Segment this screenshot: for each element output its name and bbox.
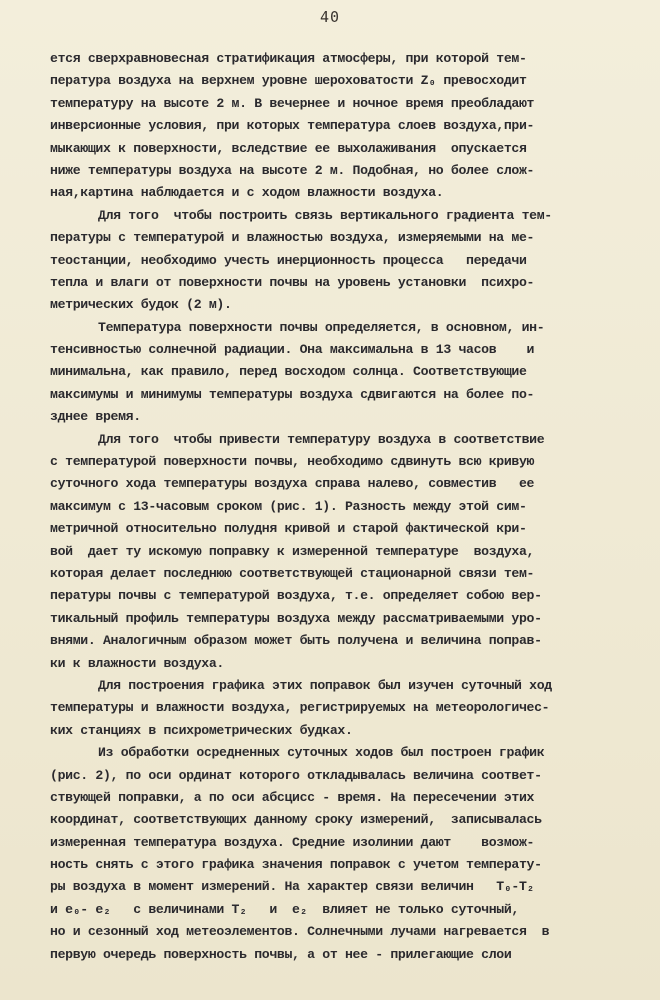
text-line: ность снять с этого графика значения поправок с учетом температу- bbox=[50, 857, 542, 873]
body-text bbox=[50, 48, 628, 966]
text-line: мыкающих к поверхности, вследствие ее выхолаживания опускается bbox=[50, 140, 527, 156]
text-line: измеренная температура воздуха. Средние изолинии дают возмож- bbox=[50, 834, 535, 850]
text-line: ется сверхравновесная стратификация атмосферы, при которой тем- bbox=[50, 51, 527, 66]
text-line: ки к влажности воздуха. bbox=[50, 655, 224, 671]
text-line: минимальна, как правило, перед восходом солнца. Соответствующие bbox=[50, 364, 527, 380]
text-line: но и сезонный ход метеоэлементов. Солнечными лучами нагревается в bbox=[50, 924, 550, 940]
text-line: инверсионные условия, при которых температура слоев воздуха,при- bbox=[50, 118, 535, 134]
paragraph-start-line: Для построения графика этих поправок был изучен суточный ход bbox=[98, 677, 552, 693]
text-line: метричной относительно полудня кривой и старой фактической кри- bbox=[50, 521, 527, 537]
text-line: температуры и влажности воздуха, регистрируемых на метеорологичес- bbox=[50, 700, 550, 716]
text-line: ная,картина наблюдается и с ходом влажности воздуха. bbox=[50, 185, 444, 201]
text-line: координат, соответствующих данному сроку измерений, записывалась bbox=[50, 812, 542, 828]
text-line: и e₀- e₂ с величинами T₂ и e₂ влияет не только суточный, bbox=[50, 901, 519, 917]
text-line: с температурой поверхности почвы, необходимо сдвинуть всю кривую bbox=[50, 454, 535, 470]
text-line: метрических будок (2 м). bbox=[50, 297, 232, 313]
text-line: ствующей поправки, а по оси абсцисс - время. На пересечении этих bbox=[50, 789, 535, 805]
paragraph-start-line: Для того чтобы привести температуру воздуха в соответствие bbox=[98, 431, 545, 447]
text-line: суточного хода температуры воздуха справа налево, совместив ее bbox=[50, 476, 535, 492]
text-line: которая делает последнюю соответствующей стационарной связи тем- bbox=[50, 565, 535, 581]
text-line: первую очередь поверхность почвы, а от нее - прилегающие слои bbox=[50, 946, 512, 962]
text-line: ры воздуха в момент измерений. На характер связи величин T₀-T₂ bbox=[50, 879, 535, 895]
page-number: 40 bbox=[319, 8, 341, 26]
text-line: максимум с 13-часовым сроком (рис. 1). Разность между этой сим- bbox=[50, 498, 527, 514]
text-line: пературы с температурой и влажностью воздуха, измеряемыми на ме- bbox=[50, 230, 535, 246]
paragraph-start-line: Температура поверхности почвы определяется, в основном, ин- bbox=[98, 319, 545, 335]
text-line: зднее время. bbox=[50, 409, 141, 425]
text-line: ких станциях в психрометрических будках. bbox=[50, 722, 353, 738]
paragraph-start-line: Из обработки осредненных суточных ходов был построен график bbox=[98, 745, 545, 761]
text-line: температуру на высоте 2 м. В вечернее и ночное время преобладают bbox=[50, 95, 535, 111]
paragraph-start-line: Для того чтобы построить связь вертикального градиента тем- bbox=[98, 207, 552, 223]
text-line: тенсивностью солнечной радиации. Она максимальна в 13 часов и bbox=[50, 342, 535, 358]
text-line: ниже температуры воздуха на высоте 2 м. Подобная, но более слож- bbox=[50, 162, 535, 178]
text-line: (рис. 2), по оси ординат которого откладывалась величина соответ- bbox=[50, 767, 542, 783]
text-line: теостанции, необходимо учесть инерционность процесса передачи bbox=[50, 252, 527, 268]
text-line: пературы почвы с температурой воздуха, т.е. определяет собою вер- bbox=[50, 588, 542, 604]
text-line: пература воздуха на верхнем уровне шероховатости Z₀ превосходит bbox=[50, 73, 527, 89]
text-line: максимумы и минимумы температуры воздуха сдвигаются на более по- bbox=[50, 386, 535, 402]
text-line: тепла и влаги от поверхности почвы на уровень установки психро- bbox=[50, 274, 535, 290]
text-line: вой дает ту искомую поправку к измеренной температуре воздуха, bbox=[50, 543, 535, 559]
text-line: внями. Аналогичным образом может быть получена и величина поправ- bbox=[50, 633, 542, 649]
text-line: тикальный профиль температуры воздуха между рассматриваемыми уро- bbox=[50, 610, 542, 626]
